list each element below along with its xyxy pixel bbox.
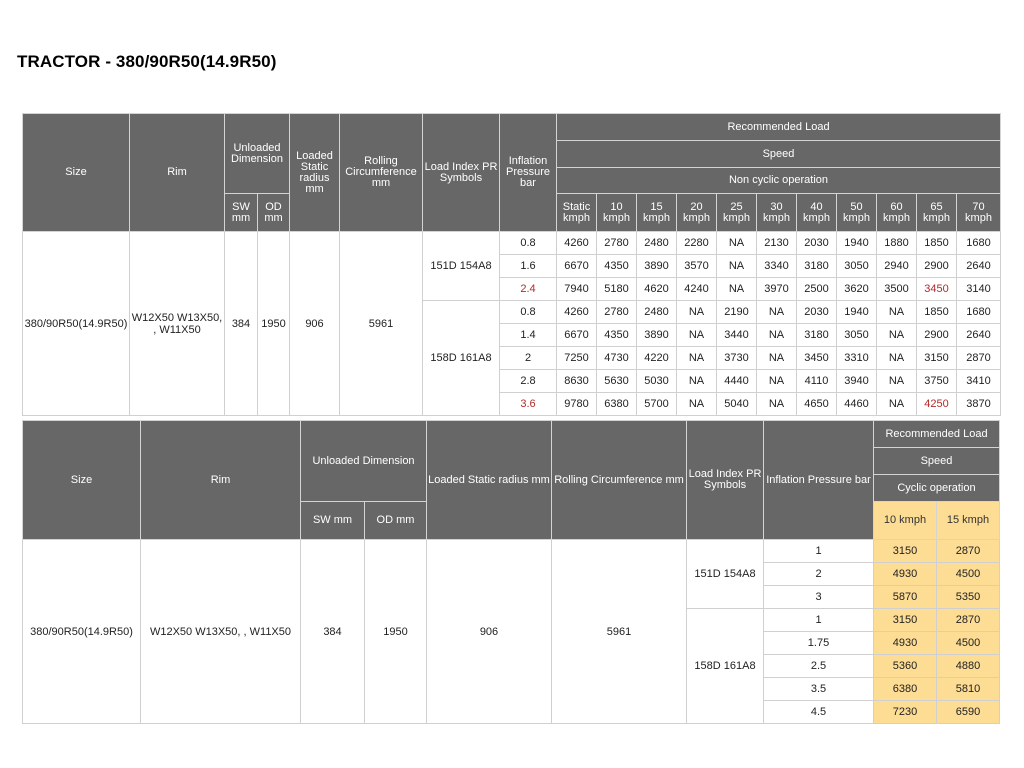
rolling-circumference-cell: 5961 xyxy=(340,232,423,416)
load-value-cell: 2870 xyxy=(957,347,1001,370)
load-value-cell: 5360 xyxy=(874,655,937,678)
load-value-cell: 5630 xyxy=(597,370,637,393)
recommended-load-header: Recommended Load xyxy=(874,421,1000,448)
load-value-cell: 4260 xyxy=(557,232,597,255)
load-value-cell: NA xyxy=(877,393,917,416)
load-value-cell: 3150 xyxy=(874,540,937,563)
load-value-cell: 4220 xyxy=(637,347,677,370)
pressure-cell: 2.5 xyxy=(764,655,874,678)
load-value-cell: 3440 xyxy=(717,324,757,347)
load-value-cell: 7940 xyxy=(557,278,597,301)
load-value-cell: NA xyxy=(677,370,717,393)
load-value-cell: NA xyxy=(757,301,797,324)
rim-header: Rim xyxy=(141,421,301,540)
rim-cell: W12X50 W13X50, , W11X50 xyxy=(141,540,301,724)
load-value-cell: 2900 xyxy=(917,324,957,347)
unloaded-dimension-header: Unloaded Dimension xyxy=(301,421,427,502)
load-value-cell: 6380 xyxy=(597,393,637,416)
load-index-cell: 158D 161A8 xyxy=(687,609,764,724)
load-value-cell: 9780 xyxy=(557,393,597,416)
speed-column-header: 20 kmph xyxy=(677,194,717,232)
load-value-cell: 4440 xyxy=(717,370,757,393)
size-cell: 380/90R50(14.9R50) xyxy=(23,232,130,416)
rolling-circumference-header: Rolling Circumference mm xyxy=(552,421,687,540)
load-value-cell: 6590 xyxy=(937,701,1000,724)
load-index-header: Load Index PR Symbols xyxy=(423,114,500,232)
cyclic-load-table xyxy=(22,420,1000,724)
pressure-cell: 3.5 xyxy=(764,678,874,701)
load-value-cell: NA xyxy=(757,370,797,393)
load-value-cell: 3970 xyxy=(757,278,797,301)
od-cell: 1950 xyxy=(365,540,427,724)
pressure-cell: 1.75 xyxy=(764,632,874,655)
load-value-cell: 4500 xyxy=(937,632,1000,655)
load-value-cell: 4880 xyxy=(937,655,1000,678)
pressure-cell: 2 xyxy=(500,347,557,370)
load-value-cell: 3140 xyxy=(957,278,1001,301)
load-value-cell: 3150 xyxy=(917,347,957,370)
recommended-load-header: Recommended Load xyxy=(557,114,1001,141)
load-value-cell: 4110 xyxy=(797,370,837,393)
pressure-cell: 1 xyxy=(764,609,874,632)
speed-column-header: 15 kmph xyxy=(937,502,1000,540)
load-value-cell: 5810 xyxy=(937,678,1000,701)
speed-column-header: 15 kmph xyxy=(637,194,677,232)
load-value-cell: 3450 xyxy=(917,278,957,301)
sw-cell: 384 xyxy=(225,232,258,416)
od-cell: 1950 xyxy=(258,232,290,416)
load-value-cell: 2480 xyxy=(637,232,677,255)
load-value-cell: 2780 xyxy=(597,301,637,324)
load-value-cell: 4620 xyxy=(637,278,677,301)
load-value-cell: 4460 xyxy=(837,393,877,416)
loaded-static-radius-cell: 906 xyxy=(290,232,340,416)
load-value-cell: 3870 xyxy=(957,393,1001,416)
speed-column-header: 50 kmph xyxy=(837,194,877,232)
load-value-cell: 2870 xyxy=(937,609,1000,632)
load-index-cell: 151D 154A8 xyxy=(423,232,500,301)
load-value-cell: 3940 xyxy=(837,370,877,393)
load-value-cell: 6670 xyxy=(557,255,597,278)
load-value-cell: 4250 xyxy=(917,393,957,416)
page-title: TRACTOR - 380/90R50(14.9R50) xyxy=(17,52,277,71)
load-value-cell: 2030 xyxy=(797,232,837,255)
load-value-cell: NA xyxy=(717,278,757,301)
load-value-cell: 3450 xyxy=(797,347,837,370)
load-value-cell: 5700 xyxy=(637,393,677,416)
table-row xyxy=(23,232,1001,255)
load-value-cell: 3890 xyxy=(637,255,677,278)
rolling-circumference-cell: 5961 xyxy=(552,540,687,724)
load-value-cell: 5350 xyxy=(937,586,1000,609)
speed-header: Speed xyxy=(557,141,1001,168)
size-header: Size xyxy=(23,114,130,232)
sw-header: SW mm xyxy=(225,194,258,232)
loaded-static-radius-cell: 906 xyxy=(427,540,552,724)
load-value-cell: 1940 xyxy=(837,301,877,324)
table-row xyxy=(23,540,1000,563)
load-value-cell: NA xyxy=(757,393,797,416)
load-index-header: Load Index PR Symbols xyxy=(687,421,764,540)
rolling-circumference-header: Rolling Circumference mm xyxy=(340,114,423,232)
load-value-cell: NA xyxy=(877,324,917,347)
load-value-cell: 4350 xyxy=(597,255,637,278)
inflation-pressure-header: Inflation Pressure bar xyxy=(764,421,874,540)
load-value-cell: 3570 xyxy=(677,255,717,278)
loaded-static-radius-header: Loaded Static radius mm xyxy=(290,114,340,232)
inflation-pressure-header: Inflation Pressure bar xyxy=(500,114,557,232)
load-value-cell: NA xyxy=(877,370,917,393)
size-header: Size xyxy=(23,421,141,540)
load-value-cell: 2480 xyxy=(637,301,677,324)
operation-header: Non cyclic operation xyxy=(557,168,1001,194)
load-value-cell: NA xyxy=(757,324,797,347)
load-value-cell: 4350 xyxy=(597,324,637,347)
load-value-cell: 4650 xyxy=(797,393,837,416)
speed-header: Speed xyxy=(874,448,1000,475)
pressure-cell: 1.6 xyxy=(500,255,557,278)
load-value-cell: 2940 xyxy=(877,255,917,278)
sw-cell: 384 xyxy=(301,540,365,724)
speed-column-header: 30 kmph xyxy=(757,194,797,232)
load-index-cell: 158D 161A8 xyxy=(423,301,500,416)
load-value-cell: NA xyxy=(717,232,757,255)
speed-column-header: 25 kmph xyxy=(717,194,757,232)
speed-column-header: 40 kmph xyxy=(797,194,837,232)
load-value-cell: 3890 xyxy=(637,324,677,347)
load-value-cell: 2500 xyxy=(797,278,837,301)
load-value-cell: 6380 xyxy=(874,678,937,701)
speed-column-header: Static kmph xyxy=(557,194,597,232)
od-header: OD mm xyxy=(258,194,290,232)
load-value-cell: 1850 xyxy=(917,301,957,324)
load-value-cell: 3310 xyxy=(837,347,877,370)
load-value-cell: 7250 xyxy=(557,347,597,370)
pressure-cell: 2.8 xyxy=(500,370,557,393)
load-value-cell: 2130 xyxy=(757,232,797,255)
loaded-static-radius-header: Loaded Static radius mm xyxy=(427,421,552,540)
load-value-cell: 3150 xyxy=(874,609,937,632)
load-value-cell: 2190 xyxy=(717,301,757,324)
speed-column-header: 70 kmph xyxy=(957,194,1001,232)
pressure-cell: 3 xyxy=(764,586,874,609)
load-value-cell: 3410 xyxy=(957,370,1001,393)
load-value-cell: 5870 xyxy=(874,586,937,609)
load-value-cell: 4260 xyxy=(557,301,597,324)
load-value-cell: 4930 xyxy=(874,563,937,586)
operation-header: Cyclic operation xyxy=(874,475,1000,502)
load-value-cell: 3500 xyxy=(877,278,917,301)
load-value-cell: 3340 xyxy=(757,255,797,278)
load-value-cell: 5040 xyxy=(717,393,757,416)
pressure-cell: 4.5 xyxy=(764,701,874,724)
load-value-cell: 2280 xyxy=(677,232,717,255)
size-cell: 380/90R50(14.9R50) xyxy=(23,540,141,724)
load-value-cell: 2640 xyxy=(957,324,1001,347)
load-value-cell: NA xyxy=(877,301,917,324)
load-value-cell: 3730 xyxy=(717,347,757,370)
load-value-cell: 5180 xyxy=(597,278,637,301)
load-value-cell: 3180 xyxy=(797,324,837,347)
load-value-cell: NA xyxy=(677,393,717,416)
load-value-cell: 3180 xyxy=(797,255,837,278)
rim-header: Rim xyxy=(130,114,225,232)
load-value-cell: 2030 xyxy=(797,301,837,324)
unloaded-dimension-header: Unloaded Dimension xyxy=(225,114,290,194)
load-value-cell: 2900 xyxy=(917,255,957,278)
pressure-cell: 1.4 xyxy=(500,324,557,347)
load-value-cell: 4930 xyxy=(874,632,937,655)
speed-column-header: 10 kmph xyxy=(597,194,637,232)
load-value-cell: NA xyxy=(677,301,717,324)
pressure-cell: 0.8 xyxy=(500,301,557,324)
load-value-cell: NA xyxy=(717,255,757,278)
load-value-cell: 7230 xyxy=(874,701,937,724)
load-value-cell: NA xyxy=(677,324,717,347)
load-value-cell: 2640 xyxy=(957,255,1001,278)
load-value-cell: 6670 xyxy=(557,324,597,347)
speed-column-header: 10 kmph xyxy=(874,502,937,540)
load-value-cell: 2870 xyxy=(937,540,1000,563)
load-value-cell: 1680 xyxy=(957,232,1001,255)
load-value-cell: 3050 xyxy=(837,255,877,278)
load-value-cell: 8630 xyxy=(557,370,597,393)
sw-header: SW mm xyxy=(301,502,365,540)
load-value-cell: 4240 xyxy=(677,278,717,301)
load-value-cell: NA xyxy=(757,347,797,370)
load-value-cell: NA xyxy=(677,347,717,370)
load-value-cell: 3050 xyxy=(837,324,877,347)
od-header: OD mm xyxy=(365,502,427,540)
load-value-cell: 5030 xyxy=(637,370,677,393)
pressure-cell: 1 xyxy=(764,540,874,563)
rim-cell: W12X50 W13X50, , W11X50 xyxy=(130,232,225,416)
speed-column-header: 60 kmph xyxy=(877,194,917,232)
load-value-cell: 1680 xyxy=(957,301,1001,324)
load-value-cell: 4730 xyxy=(597,347,637,370)
speed-column-header: 65 kmph xyxy=(917,194,957,232)
load-value-cell: 4500 xyxy=(937,563,1000,586)
non-cyclic-load-table xyxy=(22,113,1001,416)
load-index-cell: 151D 154A8 xyxy=(687,540,764,609)
load-value-cell: 2780 xyxy=(597,232,637,255)
load-value-cell: NA xyxy=(877,347,917,370)
pressure-cell: 0.8 xyxy=(500,232,557,255)
pressure-cell: 2 xyxy=(764,563,874,586)
pressure-cell: 2.4 xyxy=(500,278,557,301)
load-value-cell: 1940 xyxy=(837,232,877,255)
load-value-cell: 3620 xyxy=(837,278,877,301)
pressure-cell: 3.6 xyxy=(500,393,557,416)
load-value-cell: 1880 xyxy=(877,232,917,255)
load-value-cell: 1850 xyxy=(917,232,957,255)
load-value-cell: 3750 xyxy=(917,370,957,393)
